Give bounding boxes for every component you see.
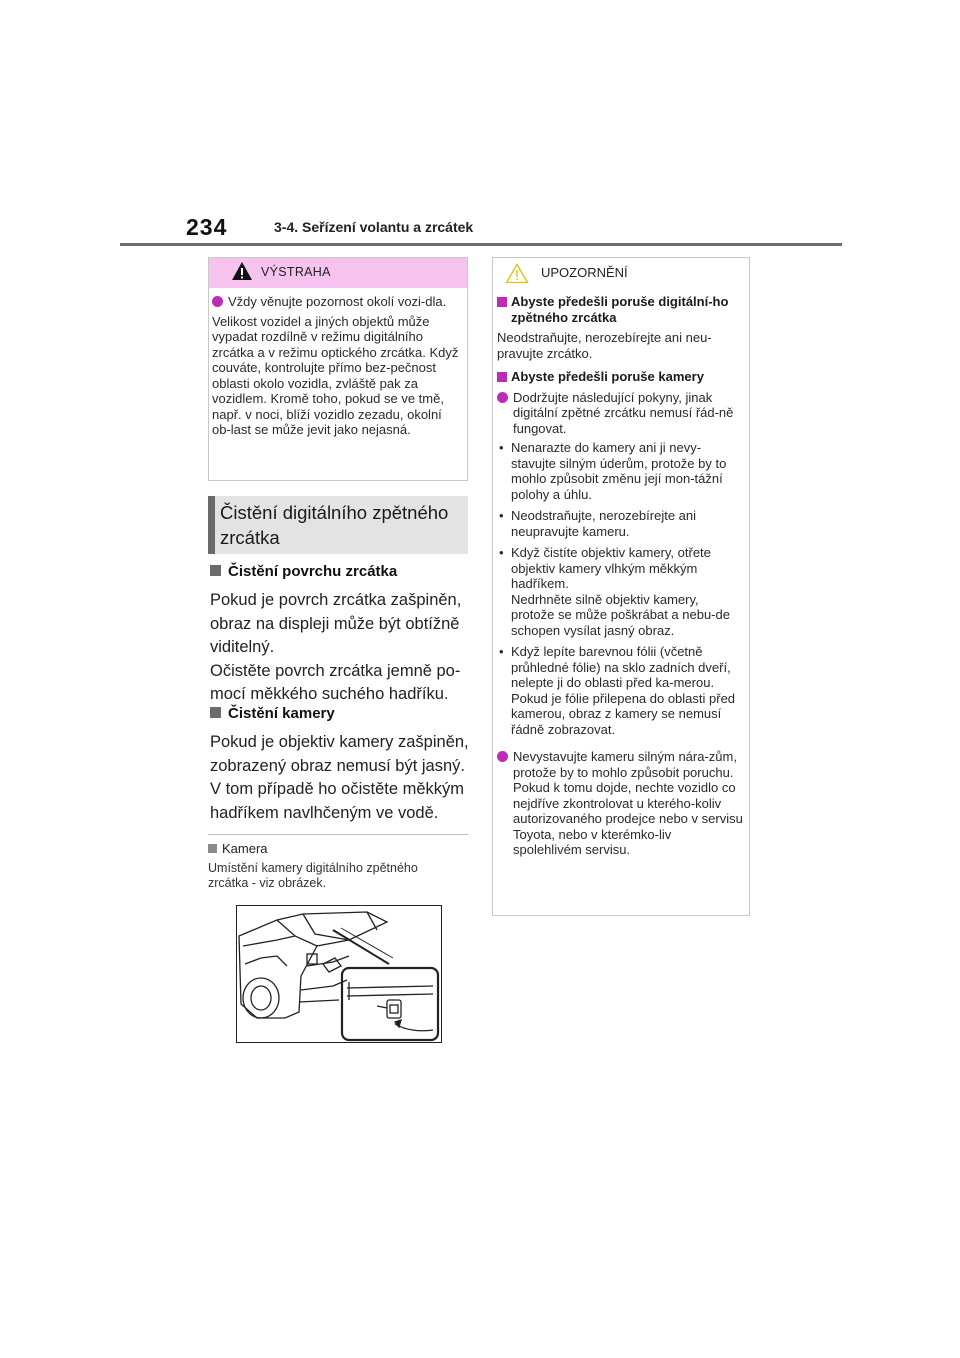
caution-body — [497, 294, 743, 862]
caution-bullet-item: • Neodstraňujte, nerozebírejte ani neupravujte kameru. — [499, 508, 697, 539]
warning-bullet-text: Vždy věnujte pozornost okolí vozi-dla. — [228, 294, 447, 309]
warning-triangle-icon — [231, 261, 253, 286]
surface-text-a: Pokud je povrch zrcátka zašpiněn, obraz na displeji může být obtížně viditelný. — [210, 591, 462, 656]
chapter-title: 3-4. Seřízení volantu a zrcátek — [274, 219, 474, 235]
round-bullet-icon — [497, 392, 508, 403]
note-title — [208, 841, 470, 856]
note-divider — [208, 834, 468, 835]
caution-heading-mirror-text: Abyste předešli poruše digitální-ho zpětného zrcátka — [511, 294, 729, 325]
caution-bullet-text: Když lepíte barevnou fólii (včetně průhledné fólie) na sklo zadních dveří, nelepte ji do oblasti před ka-merou. — [511, 644, 731, 690]
caution-dot-item — [497, 749, 743, 858]
page-number: 234 — [186, 214, 228, 240]
surface-text-b: Očistěte povrch zrcátka jemně po-mocí měkkého suchého hadříku. — [210, 661, 461, 703]
caution-dot-item — [497, 390, 743, 437]
warning-header — [209, 258, 467, 288]
subsection-surface-title — [210, 563, 472, 580]
warning-bullet — [212, 294, 464, 310]
caution-box — [492, 257, 750, 916]
caution-dot-item-text-cont: Pokud k tomu dojde, nechte vozidlo co nejdříve zkontrolovat u kterého-koliv autorizovaného prodejce nebo v servisu Toyota, nebo v kterémko-liv spolehlivém servisu. — [513, 780, 743, 857]
header-divider — [120, 243, 842, 246]
note-title-text: Kamera — [222, 841, 268, 856]
caution-header — [493, 258, 749, 288]
square-bullet-icon — [210, 707, 221, 718]
camera-text: Pokud je objektiv kamery zašpiněn, zobrazený obraz nemusí být jasný. V tom případě ho očistěte měkkým hadříkem navlhčeným ve vodě. — [210, 733, 469, 822]
subsection-surface — [210, 563, 472, 707]
caution-bullet-item: • Nenarazte do kamery ani ji nevy-stavujte silným úderům, protože by to mohlo způsobit změnu její mon-tážní polohy a úhlu. — [499, 440, 727, 502]
caution-bullet-text: Neodstraňujte, nerozebírejte ani neupravujte kameru. — [511, 508, 697, 539]
caution-heading-mirror — [497, 294, 743, 325]
warning-title: VÝSTRAHA — [261, 265, 331, 279]
camera-location-illustration — [236, 905, 442, 1043]
caution-triangle-icon — [505, 263, 529, 289]
square-bullet-icon — [497, 297, 507, 307]
warning-body — [212, 294, 464, 438]
note-block — [208, 841, 470, 890]
subsection-camera-title-text: Čistění kamery — [228, 705, 335, 722]
caution-bullet-text-cont: Nedrhněte silně objektiv kamery, protože se může poškrábat a nebu-de schopen vysílat jasný obraz. — [511, 591, 730, 638]
caution-bullet-text: Když čistíte objektiv kamery, otřete objektiv kamery vlhkým měkkým hadříkem. — [511, 545, 711, 591]
square-bullet-icon — [210, 565, 221, 576]
warning-box — [208, 257, 468, 481]
caution-bullet-text-cont: Pokud je fólie přilepena do oblasti před kamerou, obraz z kamery se nemusí řádně zobrazovat. — [511, 690, 736, 737]
square-bullet-icon — [208, 844, 217, 853]
section-heading-text: Čistění digitálního zpětného zrcátka — [220, 502, 449, 548]
round-bullet-icon — [212, 296, 223, 307]
subsection-camera — [210, 705, 472, 825]
subsection-camera-title — [210, 705, 472, 722]
caution-bullet-text: Nenarazte do kamery ani ji nevy-stavujte silným úderům, protože by to mohlo způsobit změnu její mon-tážní polohy a úhlu. — [511, 440, 727, 502]
caution-title: UPOZORNĚNÍ — [541, 265, 628, 280]
note-text: Umístění kamery digitálního zpětného zrcátka - viz obrázek. — [208, 861, 418, 890]
square-bullet-icon — [497, 372, 507, 382]
caution-heading-camera-text: Abyste předešli poruše kamery — [511, 369, 704, 384]
caution-bullet-item: • Když lepíte barevnou fólii (včetně průhledné fólie) na sklo zadních dveří, nelepte ji do oblasti před ka-merou. Pokud je fólie přilepena do oblasti před kamerou, obraz z kamery se nemusí řádně zobrazovat. — [499, 644, 736, 737]
caution-heading-camera — [497, 369, 743, 385]
subsection-surface-title-text: Čistění povrchu zrcátka — [228, 563, 398, 580]
caution-dot-item-text: Nevystavujte kameru silným nára-zům, protože by to mohlo způsobit poruchu. — [513, 749, 737, 780]
caution-bullet-item: • Když čistíte objektiv kamery, otřete objektiv kamery vlhkým měkkým hadříkem. Nedrhněte silně objektiv kamery, protože se může poškrábat a nebu-de schopen vysílat jasný obraz. — [499, 545, 730, 638]
section-heading — [208, 496, 468, 554]
round-bullet-icon — [497, 751, 508, 762]
caution-mirror-text: Neodstraňujte, nerozebírejte ani neu-pravujte zrcátko. — [497, 330, 712, 361]
caution-dot-item-text: Dodržujte následující pokyny, jinak digitální zpětné zrcátku nemusí řád-ně fungovat. — [513, 389, 734, 436]
warning-paragraph: Velikost vozidel a jiných objektů může vypadat rozdílně v režimu digitálního zrcátka a v režimu optického zrcátka. Když couváte, kontrolujte přímo bez-pečnost oblasti okolo vozidla, zvláště pak za vozidlem. Kromě toho, pokud se ve tmě, např. v noci, blíží vozidlo zezadu, okolní ob-last se může jevit jako nejasná. — [212, 313, 459, 437]
